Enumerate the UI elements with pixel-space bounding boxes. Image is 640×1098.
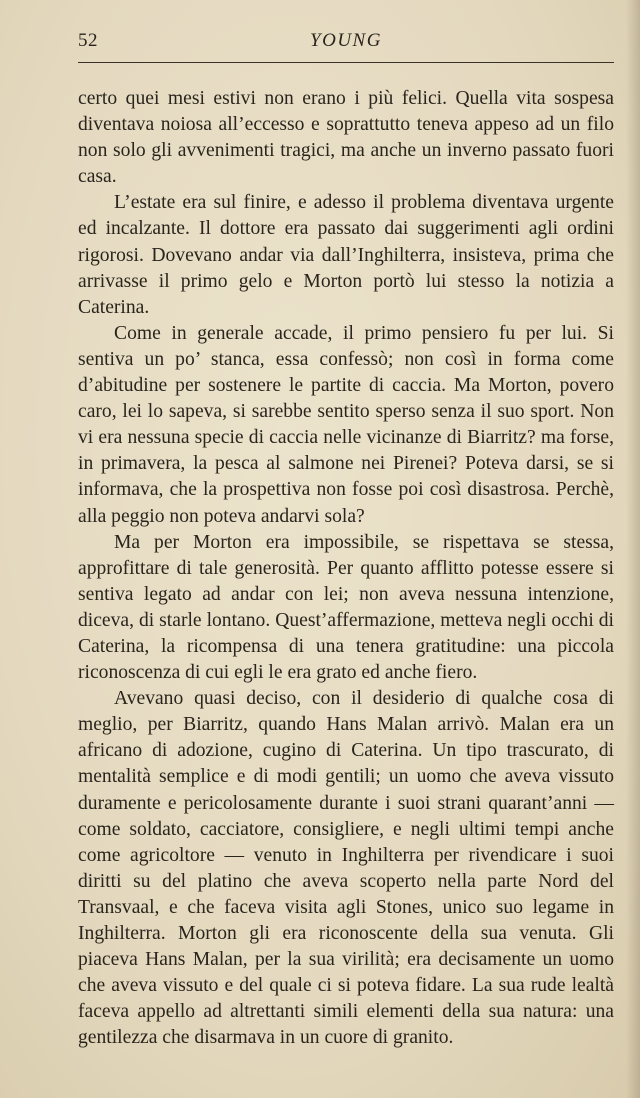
page-edge-shadow: [626, 0, 640, 1098]
paragraph: certo quei mesi estivi non erano i più felici. Quella vita sospesa diventava noiosa all’eccesso e soprattutto teneva appeso ad un filo non solo gli avvenimenti tragici, ma anche un inverno passato fuori casa.: [78, 88, 614, 188]
paragraph: Come in generale accade, il primo pensiero fu per lui. Si sentiva un po’ stanca, essa confessò; non così in forma come d’abitudine per sostenere le partite di caccia. Ma Morton, povero caro, lei lo sapeva, si sarebbe sentito sperso senza il suo sport. Non vi era nessuna specie di caccia nelle vicinanze di Biarritz? ma forse, in primavera, la pesca al salmone nei Pirenei? Poteva darsi, se si informava, che la prospettiva non fosse poi così disastrosa. Perchè, alla peggio non poteva andarvi sola?: [78, 322, 614, 527]
header-rule: [78, 62, 614, 63]
paragraph: Ma per Morton era impossibile, se rispettava se stessa, approfittare di tale generosità. Per quanto afflitto potesse essere si sentiva legato ad andar con lei; non aveva nessuna intenzione, diceva, di starle lontano. Quest’affermazione, metteva negli occhi di Caterina, la ricompensa di una tenera gratitudine: una piccola riconoscenza di cui egli le era grato ed anche fiero.: [78, 531, 614, 684]
page-number: 52: [78, 30, 98, 51]
paragraph: Avevano quasi deciso, con il desiderio di qualche cosa di meglio, per Biarritz, quando Hans Malan arrivò. Malan era un africano di adozione, cugino di Caterina. Un tipo trascurato, di mentalità semplice e di modi gentili; un uomo che aveva vissuto duramente e pericolosamente durante i suoi strani quarant’anni — come soldato, cacciatore, consigliere, e negli ultimi tempi anche come agricoltore — venuto in Inghilterra per rivendicare i suoi diritti su del platino che aveva scoperto nella parte Nord del Transvaal, e che faceva visita agli Stones, unico suo legame in Inghilterra. Morton gli era riconoscente della sua venuta. Gli piaceva Hans Malan, per la sua virilità; era decisamente un uomo che aveva vissuto e del quale ci si poteva fidare. La sua rude lealtà faceva appello ad altrettanti simili elementi della sua natura: una gentilezza che disarmava in un cuore di granito.: [78, 688, 614, 1049]
body-text: [78, 86, 614, 1051]
running-title: YOUNG: [310, 30, 382, 51]
paragraph: L’estate era sul finire, e adesso il problema diventava urgente ed incalzante. Il dottore era passato dai suggerimenti agli ordini rigorosi. Dovevano andar via dall’Inghilterra, insisteva, prima che arrivasse il primo gelo e Morton portò lui stesso la notizia a Caterina.: [78, 192, 614, 318]
page-header: [78, 28, 614, 56]
